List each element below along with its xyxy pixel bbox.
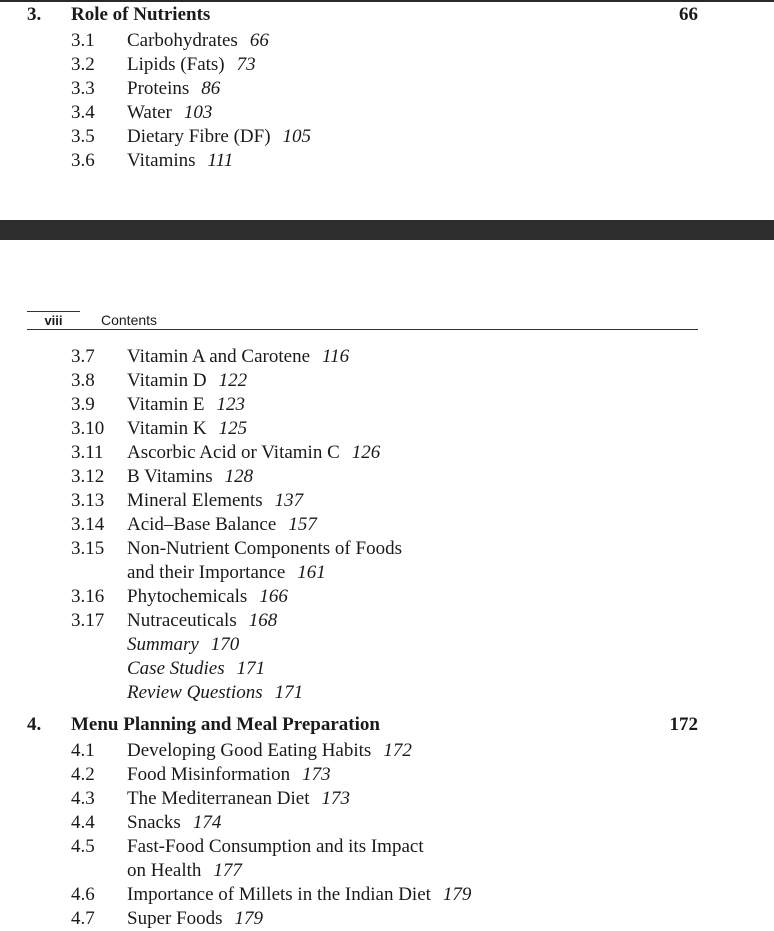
running-head-title: Contents [101,312,158,328]
section-page: 122 [218,370,248,391]
section-page: 174 [192,812,222,833]
section-title: Mineral Elements 137 [127,490,304,511]
section-number: 3.3 [71,78,95,99]
toc-entry [0,763,774,787]
case-studies-entry: Case Studies 171 [127,658,266,679]
section-title: Non-Nutrient Components of Foods [127,538,402,559]
chapter-number: 4. [27,714,42,735]
toc-entry [0,417,774,441]
section-page: 172 [383,740,412,761]
section-number: 3.17 [71,610,105,631]
section-title: Super Foods 179 [127,908,264,929]
section-number: 3.2 [71,54,95,75]
toc-entry [0,149,774,173]
section-number: 4.3 [71,788,95,809]
toc-entry [0,585,774,609]
section-page: 105 [282,126,312,147]
chapter-4-heading [0,713,774,737]
section-title: Vitamins 111 [127,150,234,171]
chapter-number: 3. [27,4,42,25]
chapter-page: 66 [679,4,698,25]
section-page: 168 [248,610,278,631]
section-number: 3.5 [71,126,95,147]
section-number: 4.5 [71,836,95,857]
section-title: Lipids (Fats) 73 [127,54,256,75]
section-page: 73 [236,54,256,75]
section-page: 177 [213,860,242,881]
section-title: Nutraceuticals 168 [127,610,278,631]
toc-entry [0,393,774,417]
toc-entry [0,835,774,859]
section-number: 4.4 [71,812,95,833]
section-title: Proteins 86 [127,78,221,99]
section-title-continuation: on Health 177 [127,860,242,881]
toc-entry [0,125,774,149]
section-title: Dietary Fibre (DF) 105 [127,126,312,147]
section-title: B Vitamins 128 [127,466,254,487]
section-number: 3.1 [71,30,95,51]
section-page: 179 [442,884,472,905]
section-page: 157 [288,514,317,535]
section-title: Vitamin E 123 [127,394,245,415]
toc-entry [0,609,774,633]
section-number: 3.13 [71,490,105,511]
section-page: 173 [302,764,331,785]
section-number: 4.2 [71,764,95,785]
section-page: 173 [321,788,351,809]
section-page: 103 [183,102,213,123]
section-title: Water 103 [127,102,213,123]
review-questions-entry: Review Questions 171 [127,682,304,703]
section-title: The Mediterranean Diet 173 [127,788,351,809]
top-rule [0,0,774,2]
toc-entry [0,29,774,53]
section-page: 126 [351,442,381,463]
section-number: 4.7 [71,908,95,929]
toc-entry [0,345,774,369]
section-page: 137 [274,490,304,511]
section-page: 111 [207,150,234,171]
section-number: 3.16 [71,586,105,607]
section-number: 3.9 [71,394,95,415]
section-page: 125 [218,418,248,439]
section-title: Acid–Base Balance 157 [127,514,317,535]
chapter-title: Role of Nutrients [71,4,211,25]
section-title: Vitamin D 122 [127,370,248,391]
section-page: 161 [297,562,326,583]
section-page: 123 [216,394,245,415]
chapter-3-heading [0,3,774,27]
section-page: 66 [249,30,269,51]
section-page: 171 [274,682,304,703]
section-number: 3.7 [71,346,95,367]
chapter-title: Menu Planning and Meal Preparation [71,714,380,735]
section-title: Food Misinformation 173 [127,764,331,785]
section-page: 128 [224,466,254,487]
section-title: Vitamin A and Carotene 116 [127,346,350,367]
toc-entry [0,811,774,835]
section-title: Fast-Food Consumption and its Impact [127,836,424,857]
section-number: 3.6 [71,150,95,171]
toc-entry [0,513,774,537]
page-break-band [0,220,774,240]
summary-entry: Summary 170 [127,634,240,655]
page-folio: viii [27,311,80,329]
section-page: 86 [201,78,221,99]
toc-entry [0,441,774,465]
toc-entry [0,787,774,811]
section-title: Phytochemicals 166 [127,586,288,607]
section-number: 4.1 [71,740,95,761]
chapter-page: 172 [669,714,698,735]
toc-entry [0,739,774,763]
section-number: 3.15 [71,538,105,559]
toc-entry [0,101,774,125]
section-page: 179 [234,908,264,929]
toc-entry [0,883,774,907]
section-title: Developing Good Eating Habits 172 [127,740,412,761]
section-title: Vitamin K 125 [127,418,248,439]
section-page: 170 [210,634,240,655]
section-title: Importance of Millets in the Indian Diet 179 [127,884,472,905]
section-number: 3.11 [71,442,104,463]
section-number: 4.6 [71,884,95,905]
section-number: 3.12 [71,466,105,487]
toc-entry [0,537,774,561]
running-head [27,311,698,330]
section-number: 3.8 [71,370,95,391]
section-page: 116 [322,346,350,367]
toc-entry [0,907,774,931]
section-page: 166 [259,586,288,607]
toc-entry [0,53,774,77]
section-number: 3.14 [71,514,105,535]
toc-entry [0,465,774,489]
section-title: Carbohydrates 66 [127,30,269,51]
toc-entry [0,77,774,101]
section-title: Ascorbic Acid or Vitamin C 126 [127,442,381,463]
toc-entry [0,489,774,513]
section-title-continuation: and their Importance 161 [127,562,326,583]
section-page: 171 [236,658,266,679]
section-title: Snacks 174 [127,812,222,833]
toc-entry [0,369,774,393]
section-number: 3.10 [71,418,105,439]
section-number: 3.4 [71,102,95,123]
